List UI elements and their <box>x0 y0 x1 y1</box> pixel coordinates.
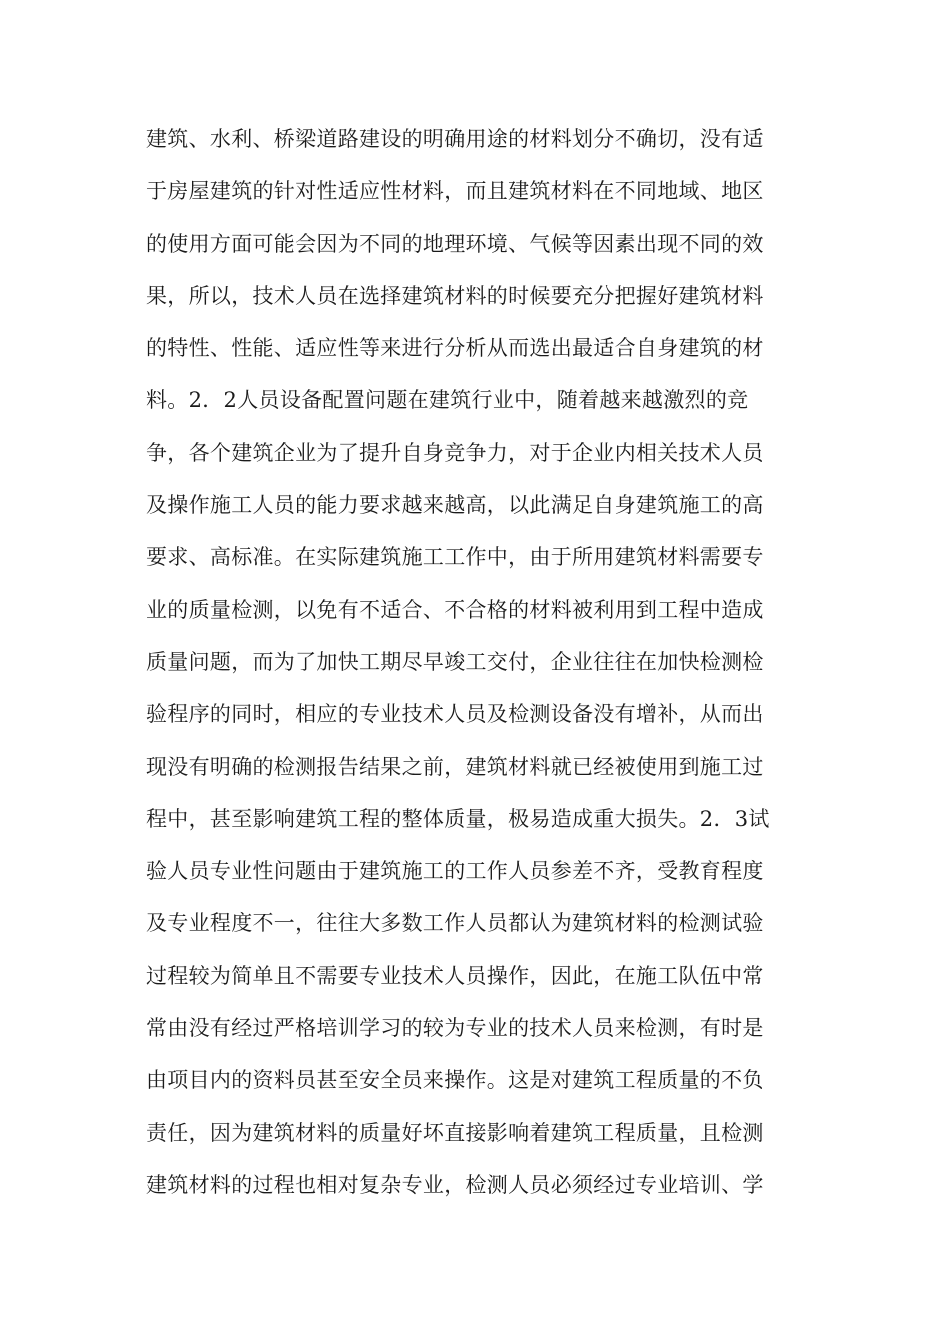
text-line: 责任，因为建筑材料的质量好坏直接影响着建筑工程质量，且检测 <box>146 1120 764 1145</box>
text-line: 常由没有经过严格培训学习的较为专业的技术人员来检测，有时是 <box>146 1016 764 1041</box>
text-line: 过程较为简单且不需要专业技术人员操作，因此，在施工队伍中常 <box>146 963 764 988</box>
text-line: 验人员专业性问题由于建筑施工的工作人员参差不齐，受教育程度 <box>146 859 764 884</box>
text-line: 要求、高标准。在实际建筑施工工作中，由于所用建筑材料需要专 <box>146 545 764 570</box>
text-line: 果，所以，技术人员在选择建筑材料的时候要充分把握好建筑材料 <box>146 283 764 308</box>
text-line: 程中，甚至影响建筑工程的整体质量，极易造成重大损失。2．3试 <box>146 806 770 831</box>
text-line: 的使用方面可能会因为不同的地理环境、气候等因素出现不同的效 <box>146 231 764 256</box>
text-line: 由项目内的资料员甚至安全员来操作。这是对建筑工程质量的不负 <box>146 1068 764 1093</box>
text-line: 质量问题，而为了加快工期尽早竣工交付，企业往往在加快检测检 <box>146 649 764 674</box>
body-text <box>146 119 806 1217</box>
text-line: 争，各个建筑企业为了提升自身竞争力，对于企业内相关技术人员 <box>146 440 764 465</box>
text-line: 及操作施工人员的能力要求越来越高，以此满足自身建筑施工的高 <box>146 493 764 518</box>
text-line: 于房屋建筑的针对性适应性材料，而且建筑材料在不同地域、地区 <box>146 179 764 204</box>
text-line: 现没有明确的检测报告结果之前，建筑材料就已经被使用到施工过 <box>146 754 764 779</box>
text-line: 建筑材料的过程也相对复杂专业，检测人员必须经过专业培训、学 <box>146 1172 764 1197</box>
text-line: 及专业程度不一，往往大多数工作人员都认为建筑材料的检测试验 <box>146 911 764 936</box>
text-line: 验程序的同时，相应的专业技术人员及检测设备没有增补，从而出 <box>146 702 764 727</box>
text-line: 业的质量检测，以免有不适合、不合格的材料被利用到工程中造成 <box>146 597 764 622</box>
text-line: 建筑、水利、桥梁道路建设的明确用途的材料划分不确切，没有适 <box>146 127 764 151</box>
text-line: 的特性、性能、适应性等来进行分析从而选出最适合自身建筑的材 <box>146 336 764 361</box>
text-line: 料。2．2人员设备配置问题在建筑行业中，随着越来越激烈的竞 <box>146 388 749 413</box>
